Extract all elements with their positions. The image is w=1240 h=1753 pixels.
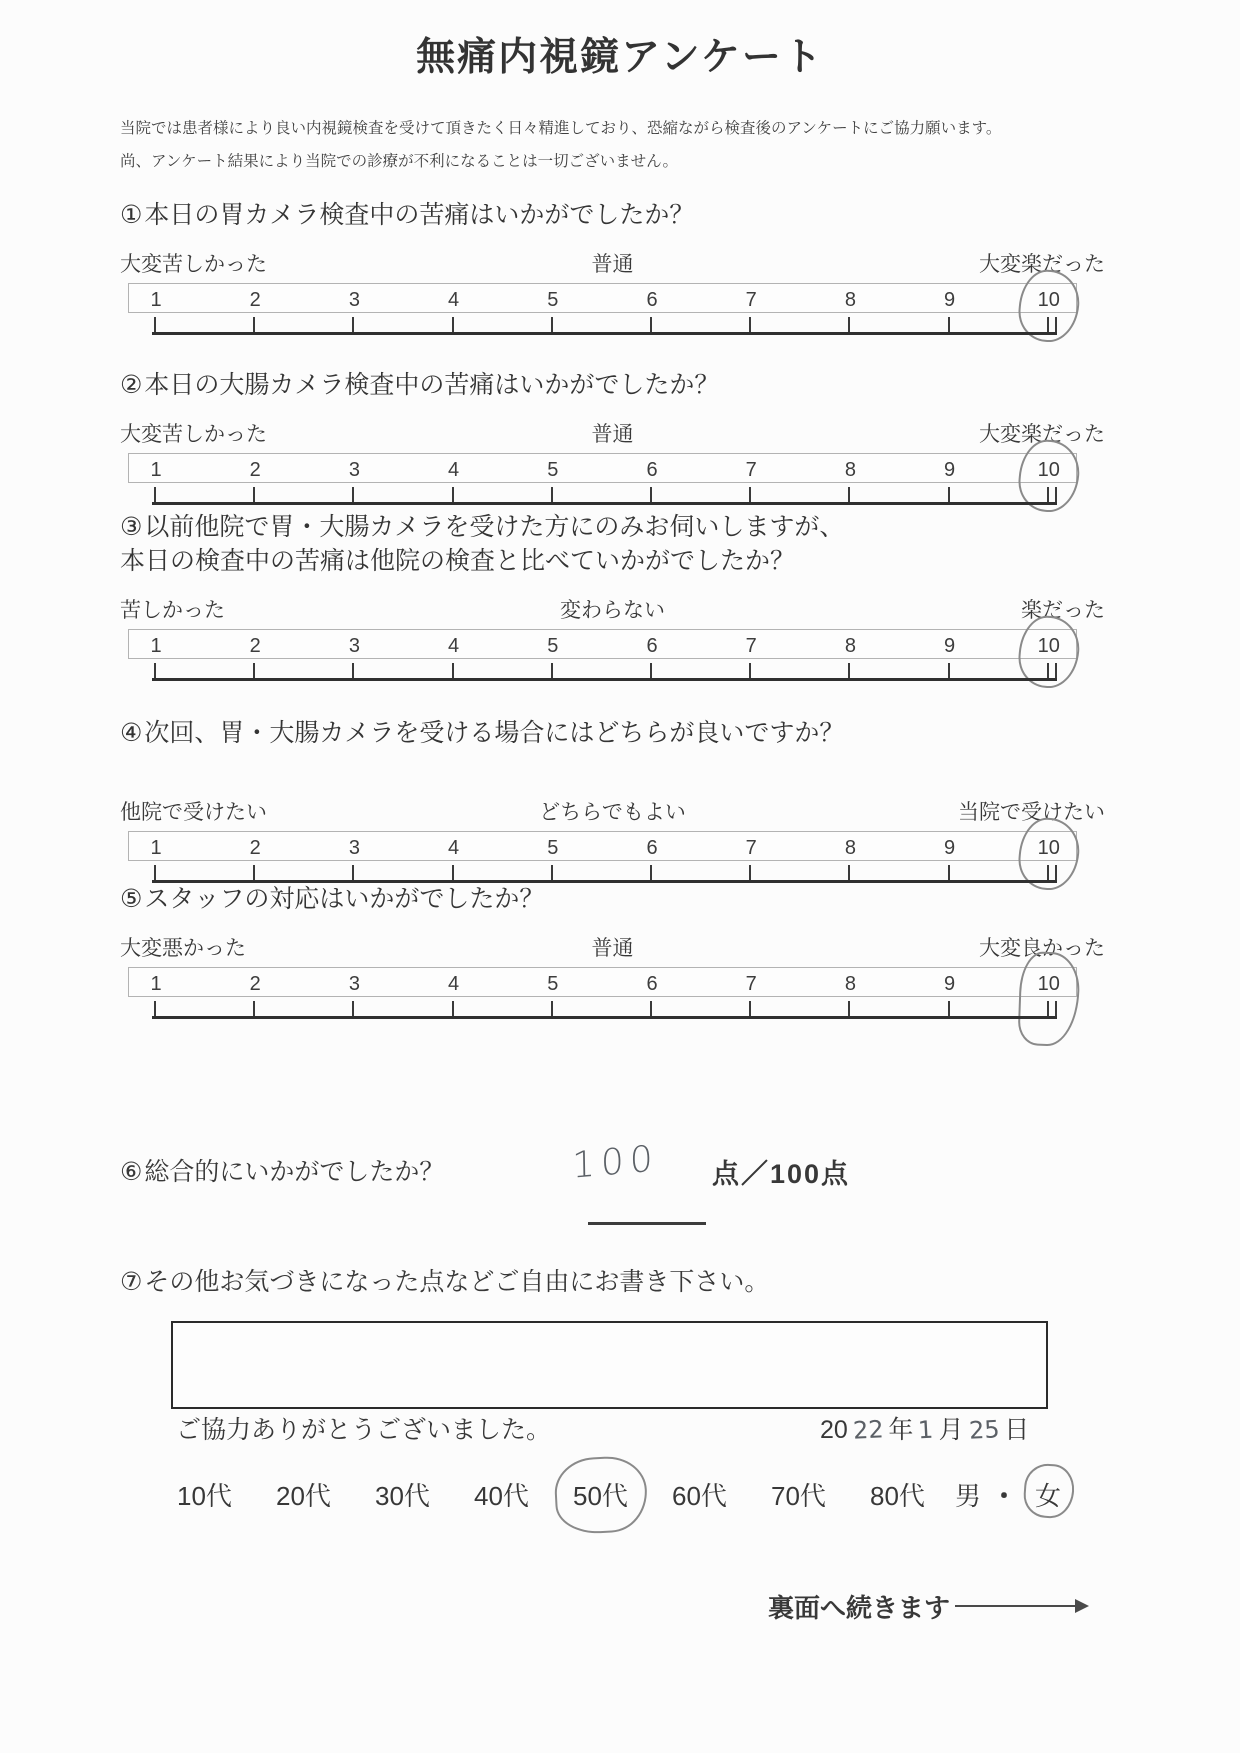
scale-number: 9: [944, 289, 956, 311]
scale-number: 1: [150, 459, 162, 481]
ruler-tick: [352, 317, 354, 333]
scale-label-right: 楽だった: [1021, 599, 1105, 622]
score-underline: [588, 1222, 706, 1225]
scale-number: 4: [448, 837, 460, 859]
score-suffix: 点／100点: [712, 1159, 851, 1189]
thanks-row: [120, 1410, 1105, 1446]
ruler-tick: [1047, 865, 1049, 881]
scale-number: 2: [249, 837, 261, 859]
question-block: [120, 510, 1105, 681]
question-text-line2: 本日の検査中の苦痛は他院の検査と比べていかがでしたか？: [120, 547, 796, 575]
scale-number: 4: [448, 289, 460, 311]
ruler-tick: [948, 317, 950, 333]
scale-ruler: [152, 861, 1057, 883]
question-block: [120, 368, 1105, 505]
age-option-label: 30代: [375, 1481, 430, 1511]
ruler-tick: [452, 865, 454, 881]
ruler-tick: [848, 1001, 850, 1017]
scale-number: 6: [646, 973, 658, 995]
scale-ruler: [152, 313, 1057, 335]
ruler-tick: [948, 1001, 950, 1017]
scale-label-left: 大変苦しかった: [120, 423, 267, 446]
scale-number: 7: [745, 459, 757, 481]
scale-label-center: 普通: [591, 253, 634, 276]
question-number: ⑥: [120, 1158, 143, 1186]
handwritten-day: 25: [967, 1415, 1000, 1445]
scale-number: 8: [844, 635, 856, 657]
ruler-tick: [650, 865, 652, 881]
ruler-tick: [452, 317, 454, 333]
ruler-tick: [1047, 663, 1049, 679]
scale-number: 10: [1037, 837, 1060, 859]
ruler-tick: [1055, 663, 1057, 679]
question-text: 以前他院で胃・大腸カメラを受けた方にのみお伺いしますが、: [144, 513, 845, 541]
ruler-tick: [551, 1001, 553, 1017]
ruler-tick: [154, 1001, 156, 1017]
scale-number: 2: [249, 289, 261, 311]
scale-label-center: 変わらない: [560, 599, 665, 622]
scale-label-right: 大変良かった: [979, 937, 1105, 960]
ruler-tick: [848, 663, 850, 679]
ruler-tick: [1055, 865, 1057, 881]
ruler-tick: [154, 317, 156, 333]
age-option: [573, 1476, 672, 1513]
scale-number: 2: [249, 635, 261, 657]
scale-number: 1: [150, 635, 162, 657]
female-label: 女: [1035, 1481, 1062, 1511]
question-text: 総合的にいかがでしたか？: [144, 1158, 445, 1186]
scale-label-right: 当院で受けたい: [958, 801, 1105, 824]
handwritten-circle: [1022, 1462, 1076, 1519]
question-block: [120, 716, 1105, 883]
ruler-tick: [749, 317, 751, 333]
ruler-tick: [650, 317, 652, 333]
ruler-tick: [948, 663, 950, 679]
question-heading: [120, 1152, 444, 1192]
handwritten-score: 100: [571, 1138, 659, 1187]
ruler-tick: [749, 1001, 751, 1017]
year-label: 年: [888, 1416, 914, 1444]
scale-label-center: 普通: [591, 937, 634, 960]
ruler-tick: [749, 487, 751, 503]
scale-number: 5: [547, 459, 559, 481]
scale-label-left: 苦しかった: [120, 599, 225, 622]
ruler-tick: [551, 487, 553, 503]
question-heading-line1: [120, 716, 1105, 750]
age-option-label: 20代: [276, 1481, 331, 1511]
ruler-tick: [352, 487, 354, 503]
page-title: 無痛内視鏡アンケート: [416, 36, 824, 79]
scale-number: 1: [150, 973, 162, 995]
scale-box: [128, 629, 1077, 659]
scale-number: 6: [646, 635, 658, 657]
scale-number: 2: [249, 973, 261, 995]
scale-label-left: 他院で受けたい: [120, 801, 267, 824]
question-heading-line1: [120, 510, 1105, 544]
age-option-label: 40代: [474, 1481, 529, 1511]
age-option: [276, 1476, 375, 1513]
question-heading: [120, 198, 1105, 232]
scale-label-center: どちらでもよい: [539, 801, 686, 824]
gender-group: [955, 1476, 1061, 1513]
ruler-tick: [253, 663, 255, 679]
age-option-label: 80代: [870, 1481, 925, 1511]
age-option: [672, 1476, 771, 1513]
ruler-tick: [452, 663, 454, 679]
age-option-label: 50代: [573, 1481, 628, 1511]
scale-number: 10: [1037, 459, 1060, 481]
ruler-tick: [650, 1001, 652, 1017]
scale-number: 5: [547, 635, 559, 657]
scale-labels: [120, 796, 1105, 824]
scale-box: [128, 283, 1077, 313]
scale-number: 9: [944, 973, 956, 995]
age-option-label: 60代: [672, 1481, 727, 1511]
thanks-text: ご協力ありがとうございました。: [176, 1416, 552, 1444]
ruler-tick: [848, 487, 850, 503]
handwritten-month: 1: [917, 1415, 935, 1445]
scale-number: 3: [348, 837, 360, 859]
question-number: ⑦: [120, 1268, 143, 1296]
scale-number: 5: [547, 289, 559, 311]
scale-number: 6: [646, 837, 658, 859]
age-option-label: 10代: [177, 1481, 232, 1511]
scale-label-left: 大変悪かった: [120, 937, 246, 960]
question-block: [120, 198, 1105, 335]
question-heading: [120, 716, 1105, 750]
ruler-tick: [253, 865, 255, 881]
day-label: 日: [1004, 1416, 1030, 1444]
scale-number: 6: [646, 459, 658, 481]
ruler-tick: [452, 487, 454, 503]
ruler-tick: [948, 487, 950, 503]
ruler-tick: [1055, 1001, 1057, 1017]
comment-box: [171, 1321, 1048, 1409]
scale-number: 7: [745, 837, 757, 859]
ruler-tick: [1047, 317, 1049, 333]
scale-number: 7: [745, 973, 757, 995]
ruler-tick: [1055, 317, 1057, 333]
question-number: ②: [120, 371, 143, 399]
scale-ruler: [152, 659, 1057, 681]
scale-number: 5: [547, 837, 559, 859]
ruler-tick: [253, 317, 255, 333]
scale-labels: [120, 418, 1105, 446]
question-text: 次回、胃・大腸カメラを受ける場合にはどちらが良いですか？: [144, 719, 845, 747]
ruler-tick: [352, 865, 354, 881]
scale-number: 9: [944, 635, 956, 657]
scale-labels: [120, 594, 1105, 622]
continue-row: [0, 1588, 1240, 1638]
ruler-tick: [154, 865, 156, 881]
question-heading: [120, 510, 1105, 578]
ruler-tick: [551, 317, 553, 333]
scale-number: 9: [944, 837, 956, 859]
scale-number: 3: [348, 289, 360, 311]
question-number: ①: [120, 201, 143, 229]
scale-number: 6: [646, 289, 658, 311]
question-block: [120, 882, 1105, 1019]
female-wrap: [1035, 1476, 1061, 1513]
date-prefix: 20: [820, 1416, 848, 1444]
ruler-tick: [948, 865, 950, 881]
scale-ruler: [152, 483, 1057, 505]
date-row: [820, 1410, 1029, 1446]
ruler-tick: [1055, 487, 1057, 503]
question-number: ⑤: [120, 885, 143, 913]
age-option: [177, 1476, 276, 1513]
scale-box: [128, 453, 1077, 483]
gender-separator: ・: [991, 1481, 1018, 1511]
scale-box: [128, 831, 1077, 861]
scale-label-left: 大変苦しかった: [120, 253, 267, 276]
ruler-tick: [352, 663, 354, 679]
scale-number: 7: [745, 635, 757, 657]
question-number: ③: [120, 513, 143, 541]
scale-label-center: 普通: [591, 423, 634, 446]
ruler-tick: [749, 663, 751, 679]
scale-number: 4: [448, 635, 460, 657]
question-text: その他お気づきになった点などご自由にお書き下さい。: [144, 1268, 770, 1296]
scale-ruler: [152, 997, 1057, 1019]
question-text: 本日の大腸カメラ検査中の苦痛はいかがでしたか？: [144, 371, 720, 399]
handwritten-year: 22: [852, 1415, 885, 1445]
age-option: [375, 1476, 474, 1513]
male-label: 男: [955, 1481, 982, 1511]
age-options: [177, 1476, 969, 1513]
scale-number: 8: [844, 289, 856, 311]
ruler-tick: [749, 865, 751, 881]
intro-paragraph: [120, 112, 1120, 178]
scale-labels: [120, 248, 1105, 276]
ruler-tick: [154, 487, 156, 503]
question-heading-line1: [120, 882, 1105, 916]
scale-number: 10: [1037, 635, 1060, 657]
ruler-tick: [551, 865, 553, 881]
ruler-tick: [848, 317, 850, 333]
ruler-tick: [352, 1001, 354, 1017]
scale-number: 10: [1037, 973, 1060, 995]
intro-line-1: 当院では患者様により良い内視鏡検査を受けて頂きたく日々精進しており、恐縮ながら検査後のアンケートにご協力願います。: [120, 120, 1002, 137]
age-option: [771, 1476, 870, 1513]
scale-number: 5: [547, 973, 559, 995]
question-number: ④: [120, 719, 143, 747]
month-label: 月: [938, 1416, 964, 1444]
ruler-tick: [253, 1001, 255, 1017]
scale-number: 1: [150, 837, 162, 859]
question-6-row: [120, 1138, 1105, 1262]
scale-number: 3: [348, 635, 360, 657]
scale-number: 3: [348, 459, 360, 481]
ruler-tick: [650, 663, 652, 679]
scale-number: 1: [150, 289, 162, 311]
scale-number: 8: [844, 459, 856, 481]
scale-label-right: 大変楽だった: [979, 253, 1105, 276]
question-text: スタッフの対応はいかがでしたか？: [144, 885, 545, 913]
continue-note: 裏面へ続きます: [768, 1593, 951, 1623]
ruler-tick: [1047, 487, 1049, 503]
question-heading-line1: [120, 198, 1105, 232]
scale-number: 10: [1037, 289, 1060, 311]
ruler-tick: [452, 1001, 454, 1017]
scale-number: 7: [745, 289, 757, 311]
scale-labels: [120, 932, 1105, 960]
right-arrow-icon: [955, 1605, 1077, 1607]
question-text: 本日の胃カメラ検査中の苦痛はいかがでしたか？: [144, 201, 695, 229]
question-heading-line1: [120, 368, 1105, 402]
age-gender-row: [120, 1476, 1180, 1522]
scale-number: 4: [448, 459, 460, 481]
scale-number: 8: [844, 973, 856, 995]
ruler-tick: [253, 487, 255, 503]
question-heading: [120, 368, 1105, 402]
ruler-tick: [650, 487, 652, 503]
ruler-tick: [551, 663, 553, 679]
age-option-label: 70代: [771, 1481, 826, 1511]
scale-box: [128, 967, 1077, 997]
scale-number: 3: [348, 973, 360, 995]
handwritten-circle: [553, 1455, 649, 1536]
scale-label-right: 大変楽だった: [979, 423, 1105, 446]
intro-line-2: 尚、アンケート結果により当院での診療が不利になることは一切ございません。: [120, 153, 679, 170]
question-heading: [120, 882, 1105, 916]
scale-number: 8: [844, 837, 856, 859]
ruler-tick: [1047, 1001, 1049, 1017]
scale-number: 2: [249, 459, 261, 481]
question-7-row: [120, 1262, 1105, 1298]
scale-number: 4: [448, 973, 460, 995]
ruler-tick: [848, 865, 850, 881]
ruler-tick: [154, 663, 156, 679]
scale-number: 9: [944, 459, 956, 481]
